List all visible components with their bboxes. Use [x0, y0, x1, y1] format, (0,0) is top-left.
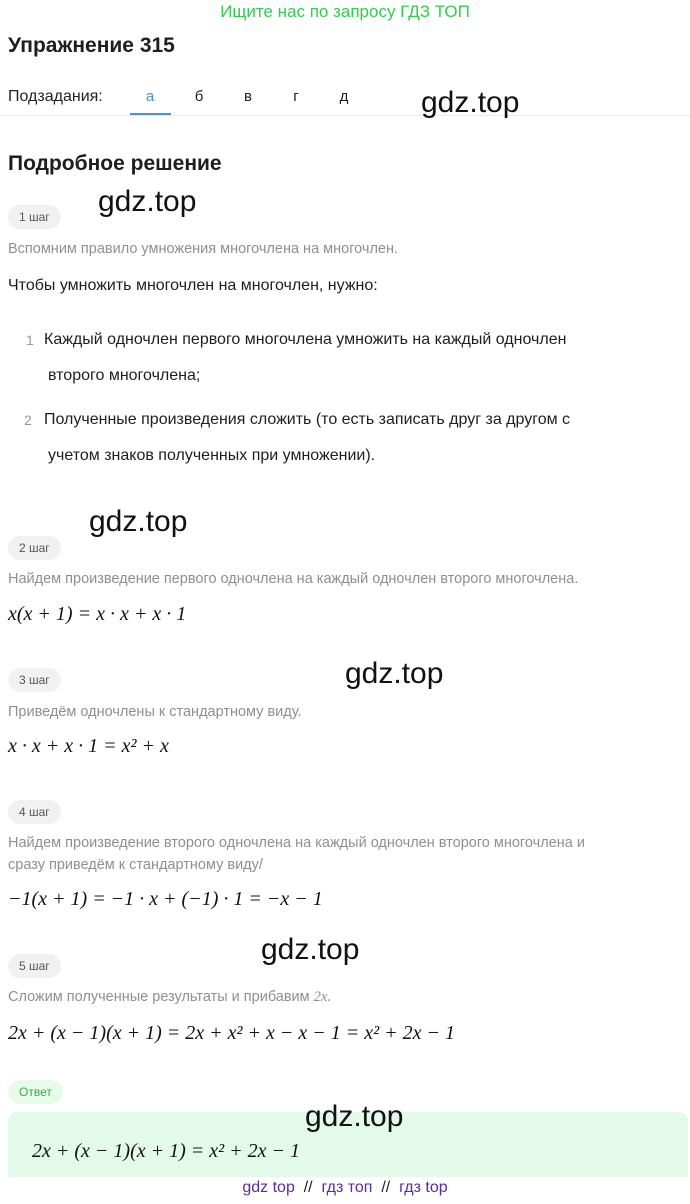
separator: // [381, 1179, 391, 1196]
separator: // [303, 1179, 313, 1196]
list-item [24, 404, 674, 484]
answer-badge: Ответ [8, 1080, 63, 1104]
watermark: gdz.top [305, 1100, 404, 1133]
list-item [24, 324, 674, 404]
watermark: gdz.top [89, 505, 188, 538]
list-line: Каждый одночлен первого многочлена умножить на каждый одночлен [44, 331, 567, 348]
step-hint: Приведём одночлены к стандартному виду. [8, 704, 302, 720]
bottom-link-gdz-top-mixed[interactable]: гдз top [399, 1179, 448, 1196]
divider [0, 115, 690, 116]
formula-text: −1(x + 1) = −1 · x + (−1) · 1 = −x − 1 [8, 888, 323, 910]
step-hint [8, 986, 331, 1009]
exercise-title: Упражнение 315 [8, 34, 175, 57]
watermark: gdz.top [261, 933, 360, 966]
subtask-tab-b[interactable]: б [194, 88, 204, 105]
list-number: 2 [24, 412, 32, 428]
formula-text: x · x + x · 1 = x² + x [8, 735, 169, 757]
solution-title: Подробное решение [8, 152, 222, 175]
step-hint: Найдем произведение второго одночлена на каждый одночлен второго многочлена и [8, 835, 585, 851]
formula [8, 888, 323, 911]
subtask-tab-a[interactable]: а [145, 88, 155, 105]
step-hint: Вспомним правило умножения многочлена на многочлен. [8, 241, 399, 257]
subtask-tab-d[interactable]: д [339, 88, 349, 105]
formula [8, 1022, 455, 1045]
subtasks-label: Подзадания: [8, 88, 103, 105]
search-banner: Ищите нас по запросу ГДЗ ТОП [220, 2, 470, 21]
list-line: учетом знаков полученных при умножении). [48, 447, 376, 464]
subtask-tab-v[interactable]: в [244, 88, 252, 105]
bottom-links [0, 1177, 690, 1204]
formula-text: x(x + 1) = x · x + x · 1 [8, 603, 187, 625]
step-hint: Найдем произведение первого одночлена на каждый одночлен второго многочлена. [8, 571, 579, 587]
watermark: gdz.top [421, 86, 520, 119]
watermark: gdz.top [345, 657, 444, 690]
list-line: второго многочлена; [48, 367, 201, 384]
step-hint-text: Сложим полученные результаты и прибавим [8, 989, 310, 1005]
hint-math: 2x. [313, 989, 331, 1005]
step-badge: 2 шаг [8, 536, 61, 560]
formula [8, 735, 169, 758]
step-badge: 1 шаг [8, 205, 61, 229]
step-badge: 3 шаг [8, 668, 61, 692]
formula-text: 2x + (x − 1)(x + 1) = 2x + x² + x − x − 1 = x² + 2x − 1 [8, 1022, 455, 1044]
rule-list [24, 324, 674, 484]
step-badge: 4 шаг [8, 800, 61, 824]
list-number: 1 [26, 332, 34, 348]
bottom-link-gdz-top[interactable]: gdz top [242, 1179, 295, 1196]
bottom-link-gdz-top-ru[interactable]: гдз топ [321, 1179, 373, 1196]
step-hint: сразу приведём к стандартному виду/ [8, 857, 263, 873]
answer-formula: 2x + (x − 1)(x + 1) = x² + 2x − 1 [32, 1140, 300, 1162]
step-badge: 5 шаг [8, 954, 61, 978]
watermark: gdz.top [98, 185, 197, 218]
list-line: Полученные произведения сложить (то есть записать друг за другом с [44, 411, 571, 428]
step-text: Чтобы умножить многочлен на многочлен, нужно: [8, 277, 378, 294]
formula [8, 603, 186, 626]
subtask-tab-g[interactable]: г [293, 88, 299, 105]
subtasks-bar [0, 80, 690, 116]
